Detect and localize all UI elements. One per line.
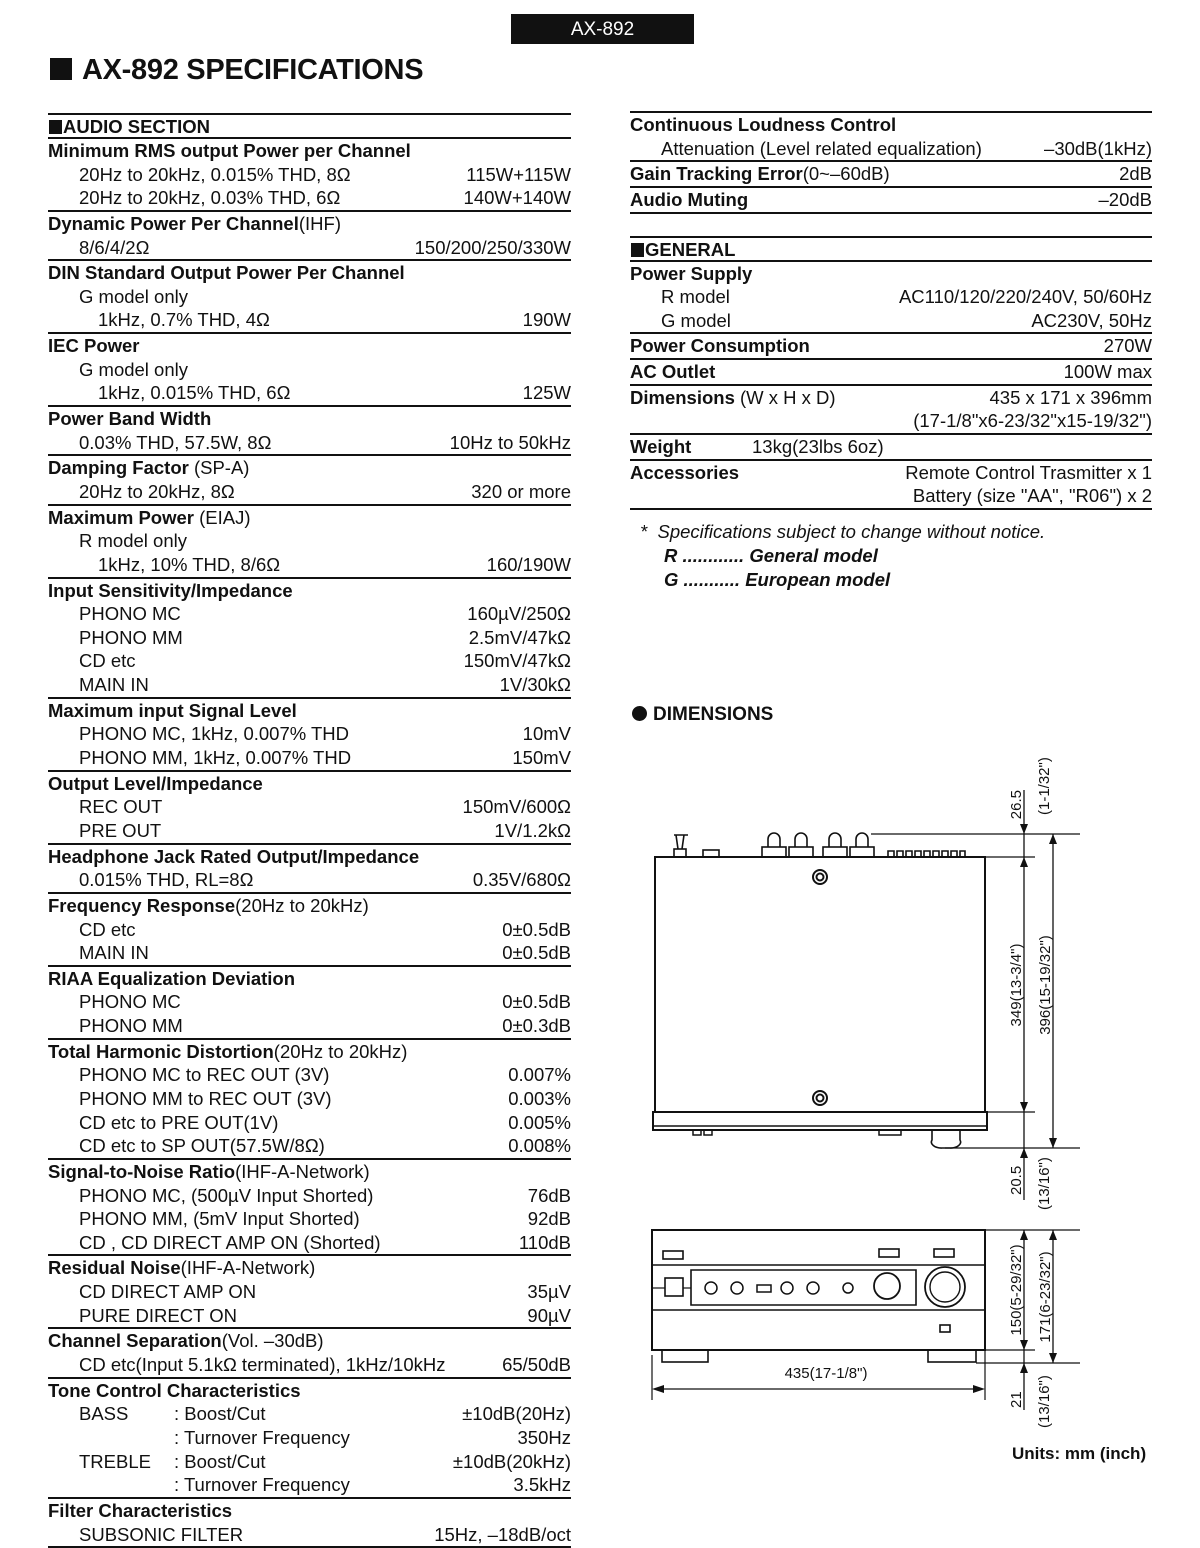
spec-title-text: IEC Power (48, 335, 140, 357)
spec-value: 0±0.5dB (502, 991, 571, 1013)
spec-label: PHONO MC (79, 603, 181, 625)
spec-value: AC110/120/220/240V, 50/60Hz (898, 286, 1152, 308)
spec-value: 35µV (527, 1281, 571, 1303)
spec-value: 140W+140W (463, 187, 571, 209)
dim-label-front-clearance: 20.5 (1008, 1165, 1025, 1195)
spec-label: PHONO MC (79, 991, 181, 1013)
model-note-g: G ........... European model (664, 569, 891, 590)
spec-value: 190W (522, 309, 571, 331)
dim-label-body-depth: 349(13-3/4") (1008, 943, 1025, 1027)
spec-label: REC OUT (79, 796, 163, 818)
tone-channel: TREBLE (79, 1450, 151, 1472)
spec-label: PHONO MM (79, 626, 183, 648)
spec-label: : Boost/Cut (174, 1403, 266, 1425)
spec-title-suffix: (EIAJ) (194, 506, 251, 528)
control-panel (691, 1270, 916, 1305)
spec-value: 0.005% (508, 1111, 571, 1133)
spec-title-text: Power Consumption (630, 335, 810, 357)
top-view-body (655, 857, 985, 1112)
spec-label: CD , CD DIRECT AMP ON (Shorted) (79, 1231, 381, 1253)
model-note-r: R ............ General model (664, 545, 878, 566)
spec-value: Battery (size "AA", "R06") x 2 (912, 485, 1152, 507)
spec-title-text: Dimensions (630, 386, 735, 408)
spec-title-text: Damping Factor (48, 457, 189, 479)
spec-label: G model only (79, 358, 188, 380)
spec-title-text: Weight (630, 436, 692, 458)
spec-value: –30dB(1kHz) (1044, 137, 1152, 159)
spec-title-suffix: (Vol. –30dB) (221, 1330, 324, 1352)
spec-title-text: Audio Muting (630, 188, 749, 210)
spec-value: 10Hz to 50kHz (449, 431, 571, 453)
section-heading-text: AUDIO SECTION (63, 116, 210, 137)
spec-title-text: Power Band Width (48, 408, 212, 430)
spec-label: CD DIRECT AMP ON (79, 1281, 257, 1303)
rear-connectors (674, 833, 965, 857)
spec-value: Remote Control Trasmitter x 1 (905, 461, 1152, 483)
spec-label: CD etc (79, 650, 136, 672)
dim-label-body-height: 150(5-29/32") (1008, 1244, 1025, 1336)
spec-label: R model (661, 286, 730, 308)
spec-title-text: Channel Separation (48, 1330, 222, 1352)
spec-value: 3.5kHz (513, 1474, 571, 1496)
spec-label: : Turnover Frequency (174, 1426, 350, 1448)
spec-title-text: Frequency Response (48, 894, 236, 916)
spec-value: 90µV (527, 1304, 571, 1326)
spec-title-text: Power Supply (630, 262, 753, 284)
spec-title-suffix: (SP-A) (188, 457, 250, 479)
spec-label: CD etc (79, 918, 136, 940)
notes-text: Specifications subject to change without notice. (657, 521, 1046, 542)
spec-title-suffix: (IHF) (298, 212, 341, 234)
spec-label: 0.015% THD, RL=8Ω (79, 869, 254, 891)
spec-label: 8/6/4/2Ω (79, 236, 150, 258)
spec-value: 2.5mV/47kΩ (468, 626, 571, 648)
model-badge: AX-892 (511, 14, 694, 44)
spec-title-suffix: (IHF-A-Network) (180, 1257, 316, 1279)
spec-title-text: Gain Tracking Error (630, 163, 803, 185)
asterisk: * (640, 521, 648, 542)
spec-value: –20dB (1098, 188, 1152, 210)
spec-value: 0±0.5dB (502, 918, 571, 940)
spec-label: PHONO MM, 1kHz, 0.007% THD (79, 747, 352, 769)
spec-label: SUBSONIC FILTER (79, 1523, 244, 1545)
volume-knob (925, 1267, 965, 1307)
spec-value: 320 or more (471, 480, 571, 502)
spec-title-text: Minimum RMS output Power per Channel (48, 140, 411, 161)
spec-value: 350Hz (517, 1426, 571, 1448)
spec-label: PHONO MM, (5mV Input Shorted) (79, 1208, 360, 1230)
dim-label-foot-height: 21 (1008, 1391, 1025, 1408)
screw-icon (813, 870, 827, 884)
spec-value: 115W+115W (466, 163, 571, 185)
spec-value: 125W (522, 382, 571, 404)
spec-title-text: Residual Noise (48, 1257, 181, 1279)
spec-label: 20Hz to 20kHz, 0.03% THD, 6Ω (79, 187, 341, 209)
spec-value: ±10dB(20kHz) (452, 1450, 571, 1472)
spec-label: PRE OUT (79, 819, 162, 841)
dim-label-total-height: 171(6-23/32") (1037, 1251, 1054, 1343)
spec-title-text: Output Level/Impedance (48, 772, 263, 794)
spec-title-text: RIAA Equalization Deviation (48, 967, 296, 989)
spec-label: MAIN IN (79, 674, 149, 696)
spec-title-text: Dynamic Power Per Channel (48, 212, 299, 234)
spec-label: PURE DIRECT ON (79, 1304, 237, 1326)
top-view-front-panel (653, 1112, 987, 1130)
spec-title-text: Maximum input Signal Level (48, 699, 297, 721)
spec-title-text: AC Outlet (630, 361, 716, 383)
spec-label: CD etc(Input 5.1kΩ terminated), 1kHz/10kHz (79, 1354, 446, 1376)
tone-channel: BASS (79, 1403, 129, 1425)
spec-label: MAIN IN (79, 942, 149, 964)
spec-value: 92dB (527, 1208, 571, 1230)
spec-value: 110dB (518, 1231, 571, 1253)
spec-label: G model only (79, 285, 188, 307)
spec-label: PHONO MC, (500µV Input Shorted) (79, 1184, 374, 1206)
spec-value: 1V/30kΩ (499, 674, 571, 696)
spec-label: PHONO MC to REC OUT (3V) (79, 1064, 330, 1086)
spec-title-text: DIN Standard Output Power Per Channel (48, 262, 405, 284)
spec-value: 160/190W (486, 553, 571, 575)
spec-label: 1kHz, 10% THD, 8/6Ω (98, 553, 281, 575)
spec-label: 20Hz to 20kHz, 0.015% THD, 8Ω (79, 163, 351, 185)
spec-value: 65/50dB (502, 1354, 571, 1376)
spec-label: : Turnover Frequency (174, 1474, 350, 1496)
spec-value: 15Hz, –18dB/oct (434, 1523, 571, 1545)
spec-title-text: Headphone Jack Rated Output/Impedance (48, 845, 420, 867)
spec-value: 0.35V/680Ω (472, 869, 571, 891)
spec-label: : Boost/Cut (174, 1450, 266, 1472)
units-label: Units: mm (inch) (1012, 1444, 1147, 1463)
spec-label: G model (661, 309, 731, 331)
spec-value: 100W max (1063, 361, 1152, 383)
spec-label: R model only (79, 530, 187, 552)
spec-value: 150mV/600Ω (462, 796, 571, 818)
spec-title-suffix: (20Hz to 20kHz) (235, 894, 369, 916)
spec-value: 0.008% (508, 1135, 571, 1157)
spec-label: 20Hz to 20kHz, 8Ω (79, 480, 235, 502)
input-selector-knob (874, 1273, 900, 1299)
dim-label-total-depth: 396(15-19/32") (1037, 935, 1054, 1035)
spec-title-text: Filter Characteristics (48, 1499, 233, 1521)
spec-value: 270W (1103, 335, 1152, 357)
spec-value: 0.003% (508, 1087, 571, 1109)
spec-label: 1kHz, 0.7% THD, 4Ω (98, 309, 270, 331)
volume-knob-top (931, 1130, 960, 1148)
spec-title-suffix: (20Hz to 20kHz) (273, 1040, 408, 1062)
section-heading-text: GENERAL (645, 238, 736, 260)
spec-title-text: Input Sensitivity/Impedance (48, 579, 293, 601)
spec-title-suffix: (0~–60dB) (802, 163, 890, 185)
spec-value: 0±0.3dB (502, 1015, 571, 1037)
spec-label: CD etc to SP OUT(57.5W/8Ω) (79, 1135, 325, 1157)
spec-value: 10mV (522, 723, 571, 745)
spec-label: Attenuation (Level related equalization) (661, 137, 982, 159)
dim-label-top-clearance: 26.5 (1008, 790, 1025, 820)
dim-label-width: 435(17-1/8") (784, 1365, 868, 1382)
spec-value: ±10dB(20Hz) (462, 1403, 571, 1425)
spec-value: 150/200/250/330W (414, 236, 571, 258)
spec-value: 76dB (527, 1184, 571, 1206)
dimensions-heading-text: DIMENSIONS (653, 704, 774, 725)
spec-value: 13kg(23lbs 6oz) (752, 436, 884, 458)
spec-value: (17-1/8"x6-23/32"x15-19/32") (913, 410, 1152, 432)
spec-value: 2dB (1119, 163, 1152, 185)
spec-title-text: Continuous Loudness Control (630, 114, 897, 135)
spec-title-text: Tone Control Characteristics (48, 1379, 301, 1401)
spec-label: CD etc to PRE OUT(1V) (79, 1111, 279, 1133)
spec-label: PHONO MM (79, 1015, 183, 1037)
spec-value: AC230V, 50Hz (1031, 309, 1152, 331)
spec-value: 1V/1.2kΩ (494, 819, 571, 841)
spec-label: 0.03% THD, 57.5W, 8Ω (79, 431, 272, 453)
spec-title-text: Total Harmonic Distortion (48, 1040, 274, 1062)
spec-value: 0.007% (508, 1064, 571, 1086)
spec-title-text: Accessories (630, 461, 740, 483)
spec-label: PHONO MC, 1kHz, 0.007% THD (79, 723, 350, 745)
dim-label-front-clearance-inch: (13/16") (1036, 1157, 1053, 1210)
spec-value: 435 x 171 x 396mm (989, 386, 1152, 408)
spec-value: 160µV/250Ω (467, 603, 571, 625)
dim-label-top-clearance-inch: (1-1/32") (1036, 757, 1053, 815)
spec-value: 150mV/47kΩ (463, 650, 571, 672)
spec-title-text: Signal-to-Noise Ratio (48, 1160, 236, 1182)
spec-title-suffix: (IHF-A-Network) (235, 1160, 370, 1182)
spec-value: 150mV (512, 747, 571, 769)
spec-label: PHONO MM to REC OUT (3V) (79, 1087, 332, 1109)
page-title-text: AX-892 SPECIFICATIONS (82, 54, 424, 86)
spec-title-suffix: (W x H x D) (734, 386, 836, 408)
spec-title-text: Maximum Power (48, 506, 194, 528)
screw-icon (813, 1091, 827, 1105)
spec-label: 1kHz, 0.015% THD, 6Ω (98, 382, 291, 404)
spec-value: 0±0.5dB (502, 942, 571, 964)
dim-label-foot-height-inch: (13/16") (1036, 1375, 1053, 1428)
